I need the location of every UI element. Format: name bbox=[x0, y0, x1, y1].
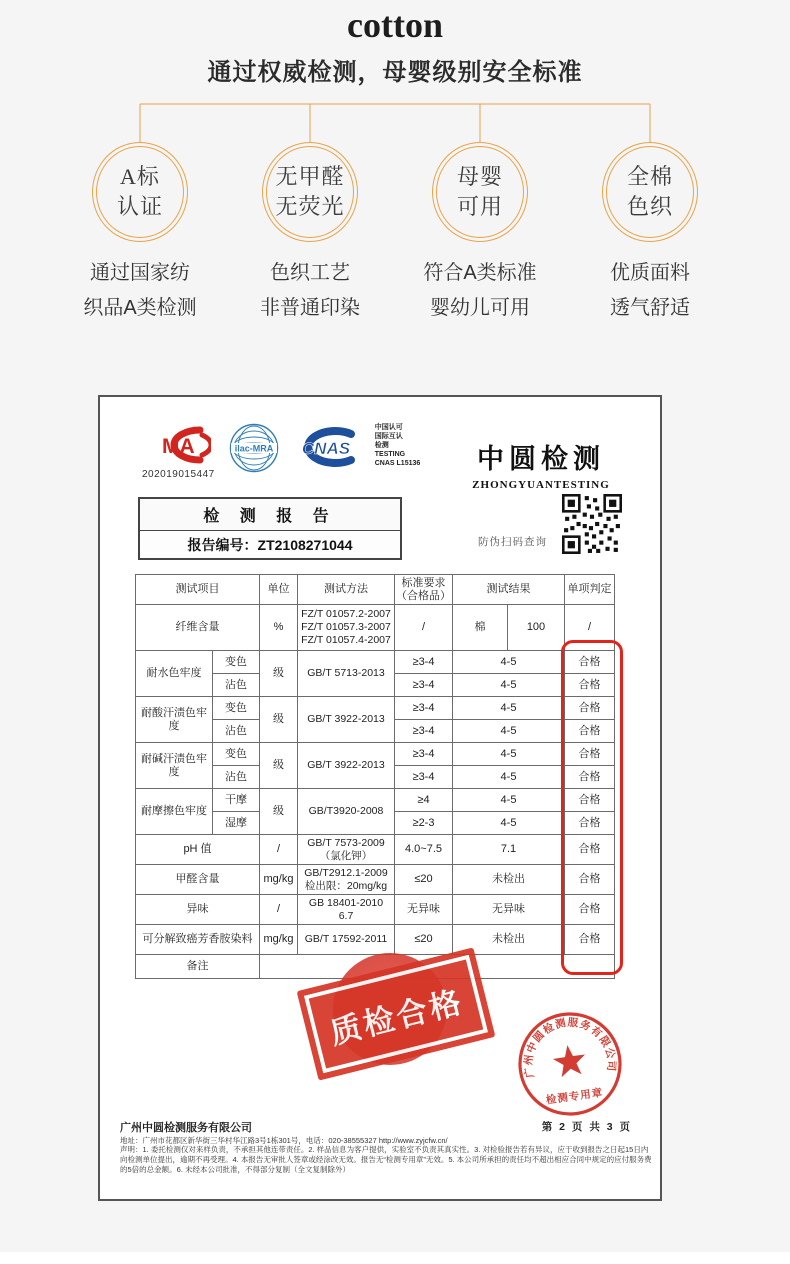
feature-caption-line: 织品A类检测 bbox=[83, 297, 197, 319]
qc-pass-stamp-text: 质检合格 bbox=[326, 983, 467, 1051]
table-cell: 甲醛含量 bbox=[136, 865, 260, 895]
table-cell: 变色 bbox=[213, 697, 260, 720]
feature-circle bbox=[602, 142, 698, 242]
table-cell: 变色 bbox=[213, 743, 260, 766]
table-cell: 合格 bbox=[565, 925, 615, 955]
table-row bbox=[136, 895, 615, 925]
table-cell: 耐酸汗渍色牢度 bbox=[136, 697, 213, 743]
table-cell: / bbox=[565, 605, 615, 651]
feature-circle-text: 认证 bbox=[116, 194, 163, 219]
svg-text:CNAS: CNAS bbox=[301, 439, 350, 458]
table-cell: 合格 bbox=[565, 697, 615, 720]
table-cell: 4-5 bbox=[453, 789, 565, 812]
svg-text:MA: MA bbox=[162, 435, 196, 458]
table-header-cell: 测试项目 bbox=[136, 575, 260, 605]
table-cell: 未检出 bbox=[453, 925, 565, 955]
table-cell: 级 bbox=[260, 789, 298, 835]
feature-caption-line: 色织工艺 bbox=[270, 262, 350, 284]
table-header-cell: 测试方法 bbox=[298, 575, 395, 605]
table-cell: ≥3-4 bbox=[395, 743, 453, 766]
table-cell: GB 18401-2010 6.7 bbox=[298, 895, 395, 925]
report-number: ZT2108271044 bbox=[257, 536, 353, 553]
table-cell: ≤20 bbox=[395, 925, 453, 955]
footer-page-info: 第 2 页 共 3 页 bbox=[541, 1121, 632, 1133]
table-cell: 4-5 bbox=[453, 720, 565, 743]
ilac-mra-logo bbox=[229, 423, 279, 473]
certification-logos bbox=[142, 423, 420, 480]
feature-circle bbox=[92, 142, 188, 242]
table-cell: 4-5 bbox=[453, 674, 565, 697]
table-cell: 备注 bbox=[136, 955, 260, 979]
table-cell: FZ/T 01057.2-2007 FZ/T 01057.3-2007 FZ/T 01057.4-2007 bbox=[298, 605, 395, 651]
table-row bbox=[136, 865, 615, 895]
table-cell: GB/T 7573-2009 （氯化钾） bbox=[298, 835, 395, 865]
table-cell: GB/T 17592-2011 bbox=[298, 925, 395, 955]
table-cell: 级 bbox=[260, 743, 298, 789]
svg-text:ilac-MRA: ilac-MRA bbox=[234, 443, 274, 454]
table-cell: 合格 bbox=[565, 835, 615, 865]
cma-number: 202019015447 bbox=[142, 469, 215, 480]
feature-circle-text: 母婴 bbox=[456, 164, 503, 189]
cnas-side-line: TESTING bbox=[374, 451, 406, 458]
feature-caption bbox=[610, 256, 690, 326]
results-table bbox=[135, 574, 615, 979]
table-cell: 4-5 bbox=[453, 743, 565, 766]
table-cell: 耐水色牢度 bbox=[136, 651, 213, 697]
table-cell: 未检出 bbox=[453, 865, 565, 895]
table-header-cell: 单位 bbox=[260, 575, 298, 605]
bottom-strip bbox=[0, 1252, 790, 1264]
table-cell: pH 值 bbox=[136, 835, 260, 865]
company-seal bbox=[508, 1002, 632, 1126]
report-title: 检 测 报 告 bbox=[140, 499, 400, 531]
feature-caption-line: 非普通印染 bbox=[260, 297, 360, 319]
table-cell: / bbox=[260, 835, 298, 865]
table-cell: GB/T2912.1-2009 检出限：20mg/kg bbox=[298, 865, 395, 895]
table-cell: 可分解致癌芳香胺染料 bbox=[136, 925, 260, 955]
table-cell: 异味 bbox=[136, 895, 260, 925]
table-row bbox=[136, 925, 615, 955]
feature-circle-text: 全棉 bbox=[626, 164, 673, 189]
table-cell: 湿摩 bbox=[213, 812, 260, 835]
table-cell: 合格 bbox=[565, 651, 615, 674]
cnas-accreditation-text bbox=[375, 423, 421, 468]
report-title-box bbox=[138, 497, 402, 560]
table-cell: ≤20 bbox=[395, 865, 453, 895]
table-row bbox=[136, 789, 615, 812]
table-header-cell: 单项判定 bbox=[565, 575, 615, 605]
table-cell: 7.1 bbox=[453, 835, 565, 865]
table-cell: 合格 bbox=[565, 720, 615, 743]
star-icon bbox=[551, 1043, 587, 1078]
table-cell: ≥3-4 bbox=[395, 766, 453, 789]
feature-item bbox=[410, 142, 550, 326]
table-cell: GB/T 3922-2013 bbox=[298, 697, 395, 743]
table-cell: ≥3-4 bbox=[395, 674, 453, 697]
table-cell: GB/T3920-2008 bbox=[298, 789, 395, 835]
table-cell: 沾色 bbox=[213, 720, 260, 743]
lab-name-cn: 中圆检测 bbox=[477, 444, 605, 474]
table-cell: / bbox=[395, 605, 453, 651]
table-cell: 合格 bbox=[565, 865, 615, 895]
table-cell: 合格 bbox=[565, 812, 615, 835]
feature-caption bbox=[83, 256, 196, 326]
table-cell: ≥3-4 bbox=[395, 720, 453, 743]
table-cell: ≥3-4 bbox=[395, 697, 453, 720]
table-cell: 干摩 bbox=[213, 789, 260, 812]
feature-caption bbox=[260, 256, 360, 326]
table-cell: ≥4 bbox=[395, 789, 453, 812]
feature-circle bbox=[432, 142, 528, 242]
feature-circle-text: 无甲醛 bbox=[275, 164, 345, 189]
table-cell: 无异味 bbox=[395, 895, 453, 925]
table-cell: ≥2-3 bbox=[395, 812, 453, 835]
table-cell: GB/T 3922-2013 bbox=[298, 743, 395, 789]
table-cell: % bbox=[260, 605, 298, 651]
table-cell: 沾色 bbox=[213, 766, 260, 789]
footer-company: 广州中圆检测服务有限公司 bbox=[120, 1122, 252, 1134]
footer-address: 地址：广州市花都区新华街三华村华江路3号1栋301号，电话：020-38555327 http://www.zyjcfw.cn/ bbox=[120, 1136, 448, 1145]
cnas-side-line: 国际互认 bbox=[374, 433, 403, 440]
lab-brand bbox=[456, 437, 626, 491]
table-cell: 变色 bbox=[213, 651, 260, 674]
feature-item bbox=[70, 142, 210, 326]
report-number-label: 报告编号： bbox=[187, 536, 258, 553]
page-title: cotton bbox=[347, 5, 443, 45]
table-cell: 4.0~7.5 bbox=[395, 835, 453, 865]
table-cell: 合格 bbox=[565, 789, 615, 812]
feature-caption bbox=[423, 256, 536, 326]
feature-caption-line: 透气舒适 bbox=[610, 297, 690, 319]
table-cell: 无异味 bbox=[453, 895, 565, 925]
seal-label-text: 检测专用章 bbox=[545, 1086, 604, 1107]
table-header-row bbox=[136, 575, 615, 605]
table-cell: 耐碱汗渍色牢度 bbox=[136, 743, 213, 789]
table-cell: 4-5 bbox=[453, 812, 565, 835]
table-row bbox=[136, 651, 615, 674]
results-table-wrap bbox=[135, 574, 614, 979]
table-cell: mg/kg bbox=[260, 925, 298, 955]
table-cell: 纤维含量 bbox=[136, 605, 260, 651]
feature-caption-line: 优质面料 bbox=[610, 262, 690, 284]
feature-circle-text: 无荧光 bbox=[275, 194, 345, 219]
table-cell: / bbox=[260, 895, 298, 925]
table-row bbox=[136, 697, 615, 720]
table-cell: 4-5 bbox=[453, 766, 565, 789]
table-cell: 合格 bbox=[565, 674, 615, 697]
cma-icon bbox=[145, 423, 211, 467]
table-cell: 级 bbox=[260, 697, 298, 743]
feature-circle-text: A标 bbox=[120, 164, 160, 189]
qr-caption: 防伪扫码查询 bbox=[478, 536, 547, 548]
table-cell: 棉 bbox=[453, 605, 508, 651]
table-cell: 级 bbox=[260, 651, 298, 697]
feature-caption-line: 婴幼儿可用 bbox=[430, 297, 530, 319]
table-row bbox=[136, 605, 615, 651]
footer-statement: 声明：1. 委托检测仅对来样负责，不承担其他连带责任。2. 样品信息为客户提供，实验室不负责其真实性。3. 对检验报告若有异议，应于收到报告之日起15日内向检测单位提出，逾期不再受理。4. 本报告无审批人签章或经涂改无效。报告无“检测专用章”无效。5. 本公司所承担的责任均不超出相应合同中规定的应付服务费的5倍的总金额。6. 未经本公司批准，不得部分复制（全文复制除外） bbox=[120, 1145, 652, 1174]
feature-circle-text: 可用 bbox=[456, 194, 503, 219]
feature-item bbox=[580, 142, 720, 326]
table-cell: 耐摩擦色牢度 bbox=[136, 789, 213, 835]
feature-row bbox=[0, 142, 790, 326]
page-subtitle: 通过权威检测，母婴级别安全标准 bbox=[207, 59, 583, 86]
cnas-logo bbox=[293, 423, 359, 471]
lab-name-en: ZHONGYUANTESTING bbox=[472, 479, 610, 491]
feature-circle-text: 色织 bbox=[626, 194, 673, 219]
table-cell: 合格 bbox=[565, 895, 615, 925]
cnas-side-line: CNAS L15136 bbox=[374, 460, 421, 467]
test-report-document bbox=[98, 395, 662, 1201]
table-cell: 沾色 bbox=[213, 674, 260, 697]
seal-company-text: 广州中圆检测服务有限公司 bbox=[522, 1016, 618, 1079]
feature-circle bbox=[262, 142, 358, 242]
cma-logo bbox=[142, 423, 215, 480]
cnas-side-line: 中国认可 bbox=[374, 424, 403, 431]
qr-code bbox=[562, 494, 622, 554]
table-cell: 4-5 bbox=[453, 697, 565, 720]
table-row bbox=[136, 835, 615, 865]
connector-lines bbox=[0, 0, 790, 145]
table-cell: 合格 bbox=[565, 743, 615, 766]
table-header-cell: 测试结果 bbox=[453, 575, 565, 605]
table-cell: GB/T 5713-2013 bbox=[298, 651, 395, 697]
table-row bbox=[136, 743, 615, 766]
table-cell: 4-5 bbox=[453, 651, 565, 674]
feature-caption-line: 通过国家纺 bbox=[90, 262, 190, 284]
table-cell: ≥3-4 bbox=[395, 651, 453, 674]
feature-item bbox=[240, 142, 380, 326]
table-cell: 合格 bbox=[565, 766, 615, 789]
table-cell: mg/kg bbox=[260, 865, 298, 895]
table-cell: 100 bbox=[508, 605, 565, 651]
table-header-cell: 标准要求 （合格品） bbox=[395, 575, 453, 605]
cnas-side-line: 检测 bbox=[374, 442, 389, 449]
feature-caption-line: 符合A类标准 bbox=[423, 262, 537, 284]
report-number-row bbox=[140, 531, 400, 558]
